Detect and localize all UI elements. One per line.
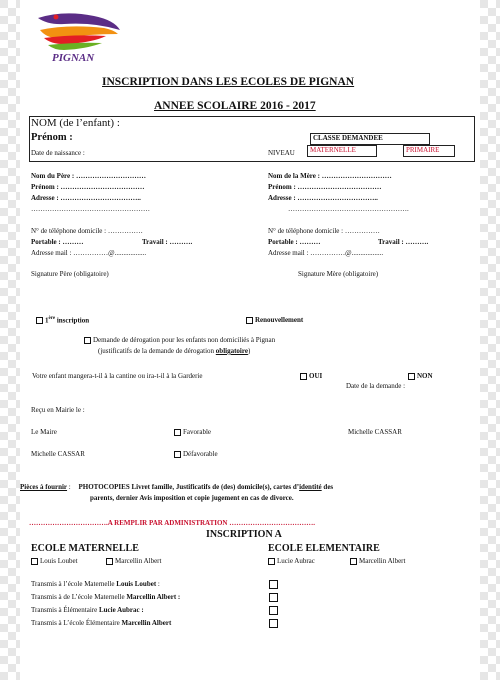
mother-signature: Signature Mère (obligatoire) [298, 270, 379, 278]
derogation-checkbox[interactable] [84, 337, 91, 344]
albert-maternelle-option[interactable]: Marcellin Albert [106, 557, 161, 565]
transmis-loubet-checkbox[interactable] [269, 580, 278, 589]
mother-address[interactable]: Adresse : …………………………….. [268, 194, 378, 202]
mother-work[interactable]: Travail : ………. [378, 238, 429, 246]
signatory-name: Michelle CASSAR [348, 428, 402, 436]
aubrac-checkbox[interactable] [268, 558, 275, 565]
logo-text: PIGNAN [52, 52, 95, 64]
documents-line-1: Pièces à fournir : PHOTOCOPIES Livret famille, Justificatifs de (des) domicile(s), cartes d’identité des [20, 483, 334, 491]
father-address-line2[interactable]: …………………………………………… [31, 205, 150, 213]
child-firstname-label: Prénom : [31, 132, 73, 143]
oui-checkbox[interactable] [300, 373, 307, 380]
albert-elementaire-checkbox[interactable] [350, 558, 357, 565]
first-inscription-checkbox[interactable] [36, 317, 43, 324]
classe-label: CLASSE DEMANDEE [313, 134, 383, 142]
admin-banner: …………………………….A REMPLIR PAR ADMINISTRATION ………………………………. [29, 519, 315, 527]
documents-label: Pièces à fournir [20, 483, 68, 491]
transmis-albert-maternelle-checkbox[interactable] [269, 593, 278, 602]
non-checkbox[interactable] [408, 373, 415, 380]
father-work[interactable]: Travail : ………. [142, 238, 193, 246]
primaire-option[interactable]: PRIMAIRE [406, 146, 440, 154]
first-inscription-option[interactable]: 1ère inscription [36, 316, 89, 324]
father-phone[interactable]: N° de téléphone domicile : …………… [31, 227, 143, 235]
transmis-albert-elementaire-checkbox[interactable] [269, 619, 278, 628]
school-year: ANNEE SCOLAIRE 2016 - 2017 [154, 100, 316, 112]
father-firstname[interactable]: Prénom : ……………………………… [31, 183, 145, 191]
father-name[interactable]: Nom du Père : ………………………… [31, 172, 146, 180]
father-mobile[interactable]: Portable : ……… [31, 238, 84, 246]
renewal-checkbox[interactable] [246, 317, 253, 324]
favorable-checkbox[interactable] [174, 429, 181, 436]
mayor-label: Le Maire [31, 428, 57, 436]
aubrac-option[interactable]: Lucie Aubrac [268, 557, 315, 565]
form-page [20, 0, 480, 680]
father-signature: Signature Père (obligatoire) [31, 270, 109, 278]
ecole-maternelle: ECOLE MATERNELLE [31, 543, 139, 554]
child-name-label: NOM (de l’enfant) : [31, 117, 120, 129]
transmis-loubet: Transmis à l’école Maternelle Louis Loubet : [31, 580, 160, 588]
unfavorable-option[interactable]: Défavorable [174, 450, 218, 458]
transmis-aubrac: Transmis à Élémentaire Lucie Aubrac : [31, 606, 144, 614]
birthdate-label: Date de naissance : [31, 149, 85, 157]
ecole-elementaire: ECOLE ELEMENTAIRE [268, 543, 380, 554]
form-title: INSCRIPTION DANS LES ECOLES DE PIGNAN [102, 76, 355, 88]
father-address[interactable]: Adresse : …………………………….. [31, 194, 141, 202]
mother-address-line2[interactable]: ……………………………………………. [288, 205, 409, 213]
signatory-name-2: Michelle CASSAR [31, 450, 85, 458]
pignan-logo [34, 12, 124, 64]
albert-maternelle-checkbox[interactable] [106, 558, 113, 565]
mother-mobile[interactable]: Portable : ……… [268, 238, 321, 246]
albert-elementaire-option[interactable]: Marcellin Albert [350, 557, 405, 565]
received-date[interactable]: Reçu en Mairie le : [31, 406, 85, 414]
loubet-checkbox[interactable] [31, 558, 38, 565]
niveau-label: NIVEAU [268, 149, 295, 157]
inscription-a: INSCRIPTION A [206, 529, 282, 540]
mother-name[interactable]: Nom de la Mère : ………………………… [268, 172, 392, 180]
transmis-albert-maternelle: Transmis à de L’école Maternelle Marcellin Albert : [31, 593, 181, 601]
renewal-option[interactable]: Renouvellement [246, 316, 303, 324]
mother-firstname[interactable]: Prénom : ……………………………… [268, 183, 382, 191]
transmis-aubrac-checkbox[interactable] [269, 606, 278, 615]
transmis-albert-elementaire: Transmis à L’école Élémentaire Marcellin Albert [31, 619, 172, 627]
favorable-option[interactable]: Favorable [174, 428, 211, 436]
documents-line-2: parents, dernier Avis imposition et copie jugement en cas de divorce. [90, 494, 294, 502]
maternelle-option[interactable]: MATERNELLE [310, 146, 356, 154]
father-email[interactable]: Adresse mail : ……………@.................. [31, 249, 147, 257]
mother-email[interactable]: Adresse mail : ……………@.................. [268, 249, 384, 257]
derogation-option[interactable]: Demande de dérogation pour les enfants non domiciliés à Pignan [84, 336, 275, 344]
request-date[interactable]: Date de la demande : [346, 382, 406, 390]
derogation-justif: (justificatifs de la demande de dérogation obligatoire) [98, 347, 251, 355]
unfavorable-checkbox[interactable] [174, 451, 181, 458]
mother-phone[interactable]: N° de téléphone domicile : …………… [268, 227, 380, 235]
loubet-option[interactable]: Louis Loubet [31, 557, 78, 565]
cantine-question: Votre enfant mangera-t-il à la cantine ou ira-t-il à la Garderie [32, 372, 203, 380]
non-option[interactable]: NON [408, 372, 433, 380]
oui-option[interactable]: OUI [300, 372, 322, 380]
